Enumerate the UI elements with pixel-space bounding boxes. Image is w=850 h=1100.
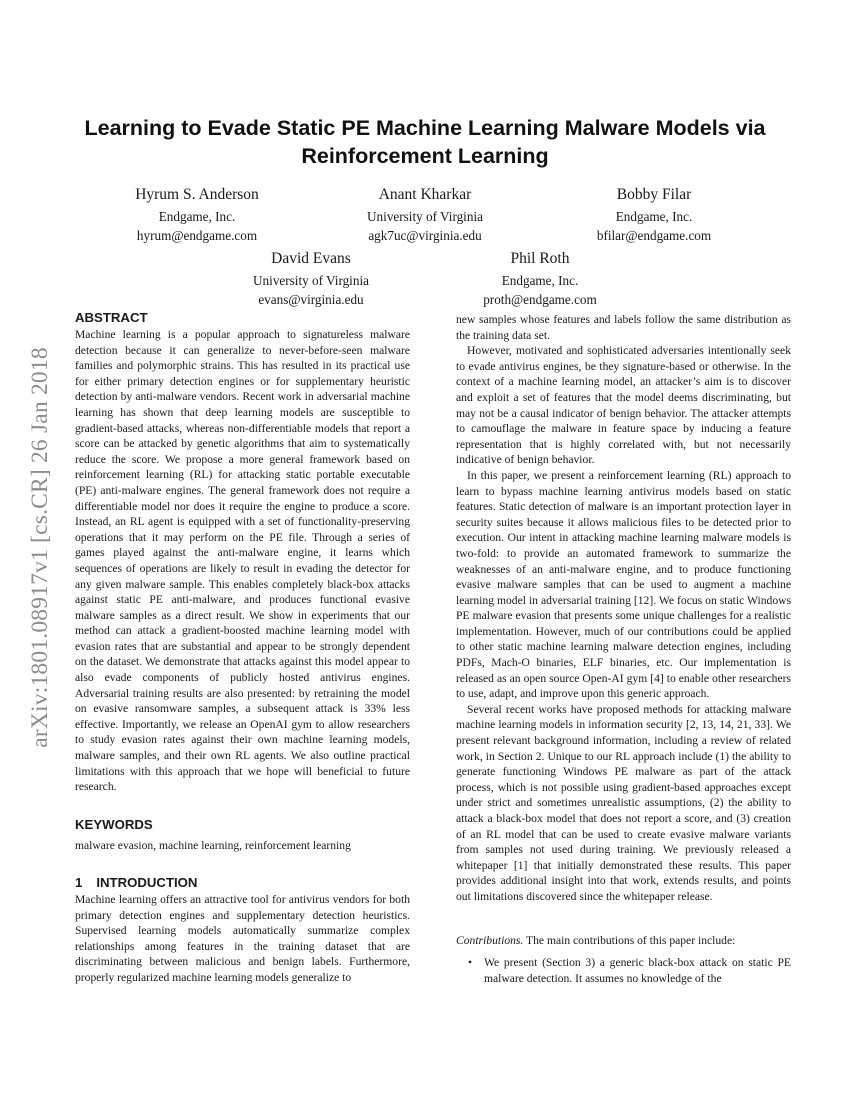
introduction-paragraph: In this paper, we present a reinforcement learning (RL) approach to learn to bypass machine learning antivirus models based on static features. Static detection of malware is an important protection layer in security suites because it allows malicious files to be detected prior to execution. Our intent in attacking machine learning malware models is two-fold: to provide an automated framework to summarize the weaknesses of an anti-malware engine, and to produce functioning evasive malware samples that can be used to augment a machine learning model in adversarial training [12]. We focus on static Windows PE malware evasion that presents some unique challenges for a realistic implementation. However, much of our contributions could be applied to other static machine learning malware detection engines, including PDFs, Mach-O binaries, ELF binaries, etc. Our implementation is released as an open source Open-AI gym [4] to enable other researchers to use, adapt, and improve upon this generic approach.: [456, 468, 791, 701]
contributions-line: [456, 933, 791, 949]
keywords-section: [75, 816, 410, 834]
author-affiliation: Endgame, Inc.: [615, 209, 693, 224]
section-title: INTRODUCTION: [96, 875, 198, 890]
abstract-heading: ABSTRACT: [75, 310, 148, 325]
author-name: Phil Roth: [510, 250, 570, 267]
author-name: David Evans: [271, 250, 351, 267]
author-block: [534, 183, 774, 245]
introduction-section: [75, 874, 410, 986]
introduction-paragraph: However, motivated and sophisticated adversaries intentionally seek to evade antivirus engines, be they signature-based or otherwise. In the context of a machine learning model, an attacker’s aim is to discover and exploit a set of features that the model deems discriminating, but may not be a causal indicator of benign behavior. The attacker attempts to camouflage the malware in feature space by inducing a feature representation that is highly correlated with, but not necessarily indicative of benign behavior.: [456, 344, 791, 467]
introduction-paragraph: new samples whose features and labels follow the same distribution as the training data set.: [456, 313, 791, 342]
abstract-section: [75, 309, 410, 795]
arxiv-identifier: arXiv:1801.08917v1 [cs.CR] 26 Jan 2018: [26, 347, 53, 748]
author-email: agk7uc@virginia.edu: [368, 228, 482, 243]
author-affiliation: University of Virginia: [367, 209, 483, 224]
contributions-label: Contributions.: [456, 934, 524, 947]
section-number: 1: [75, 875, 83, 890]
bullet-text: We present (Section 3) a generic black-box attack on static PE malware detection. It assumes no knowledge of the: [484, 956, 791, 985]
introduction-paragraph: Machine learning offers an attractive tool for antivirus vendors for both primary detection engines and supplementary detection heuristics. Supervised learning models automatically summarize complex relationships among features in the training dataset that are discriminating between malicious and benign labels. Furthermore, properly regularized machine learning models generalize to: [75, 893, 410, 984]
author-affiliation: Endgame, Inc.: [501, 273, 579, 288]
keywords-heading: KEYWORDS: [75, 817, 153, 832]
author-email: bfilar@endgame.com: [596, 228, 712, 243]
author-email: hyrum@endgame.com: [136, 228, 258, 243]
author-name: Hyrum S. Anderson: [135, 186, 259, 203]
introduction-heading: [75, 874, 410, 892]
author-name: Anant Kharkar: [378, 186, 472, 203]
author-block: [420, 247, 660, 309]
introduction-paragraph: Several recent works have proposed methods for attacking malware machine learning models in information security [2, 13, 14, 21, 33]. We present relevant background information, including a review of related work, in Section 2. Unique to our RL approach include (1) the ability to generate functioning Windows PE malware as part of the attack process, which is not possible using gradient-based approaches except under strict and sometimes unrealistic assumptions, (2) the ability to attack a black-box model that does not report a score, and (3) creation of an RL model that can be used to create evasive malware variants from samples not used during training. We previously released a whitepaper [1] that initially demonstrated these results. This paper provides additional insight into that work, extends results, and points out limitations discovered since the whitepaper release.: [456, 702, 791, 903]
author-email: proth@endgame.com: [483, 292, 597, 307]
author-affiliation: University of Virginia: [253, 273, 369, 288]
author-block: [191, 247, 431, 309]
paper-title: Learning to Evade Static PE Machine Learning Malware Models via Reinforcement Learning: [84, 116, 766, 168]
right-column: [456, 312, 791, 905]
author-affiliation: Endgame, Inc.: [158, 209, 236, 224]
author-email: evans@virginia.edu: [258, 292, 364, 307]
author-name: Bobby Filar: [616, 186, 692, 203]
keywords-text: malware evasion, machine learning, reinforcement learning: [75, 839, 351, 852]
bullet-icon: •: [468, 956, 473, 969]
list-item: [468, 955, 791, 986]
contributions-text: The main contributions of this paper include:: [526, 934, 736, 947]
author-block: [77, 183, 317, 245]
author-block: [305, 183, 545, 245]
abstract-text: Machine learning is a popular approach to signatureless malware detection because it can generalize to never-before-seen malware families and polymorphic strains. This has resulted in its practical use for either primary detection engines or for supplementary heuristic detection by anti-malware vendors. Recent work in adversarial machine learning has shown that deep learning models are susceptible to gradient-based attacks, whereas non-differentiable models that report a score can be attacked by genetic algorithms that aim to systematically reduce the score. We propose a more general framework based on reinforcement learning (RL) for attacking static portable executable (PE) anti-malware engines. The general framework does not require a differentiable model nor does it require the engine to produce a score. Instead, an RL agent is equipped with a set of functionality-preserving operations that it may perform on the PE file. Through a series of games played against the anti-malware engine, it learns which sequences of operations are likely to result in evading the detector for any given malware sample. This enables completely black-box attacks against static PE anti-malware, and produces functional evasive malware samples as a direct result. We show in experiments that our method can attack a gradient-boosted machine learning model with evasion rates that are substantial and appear to be strongly dependent on the dataset. We demonstrate that attacks against this model appear to also evade components of publicly hosted antivirus engines. Adversarial training results are also presented: by retraining the model on evasive ransomware samples, a subsequent attack is 33% less effective. Importantly, we release an OpenAI gym to allow researchers to study evasion rates against their own machine learning models, malware samples, and their own RL agents. We also outline practical limitations with this approach that we hope will beneficial to future research.: [75, 328, 410, 794]
